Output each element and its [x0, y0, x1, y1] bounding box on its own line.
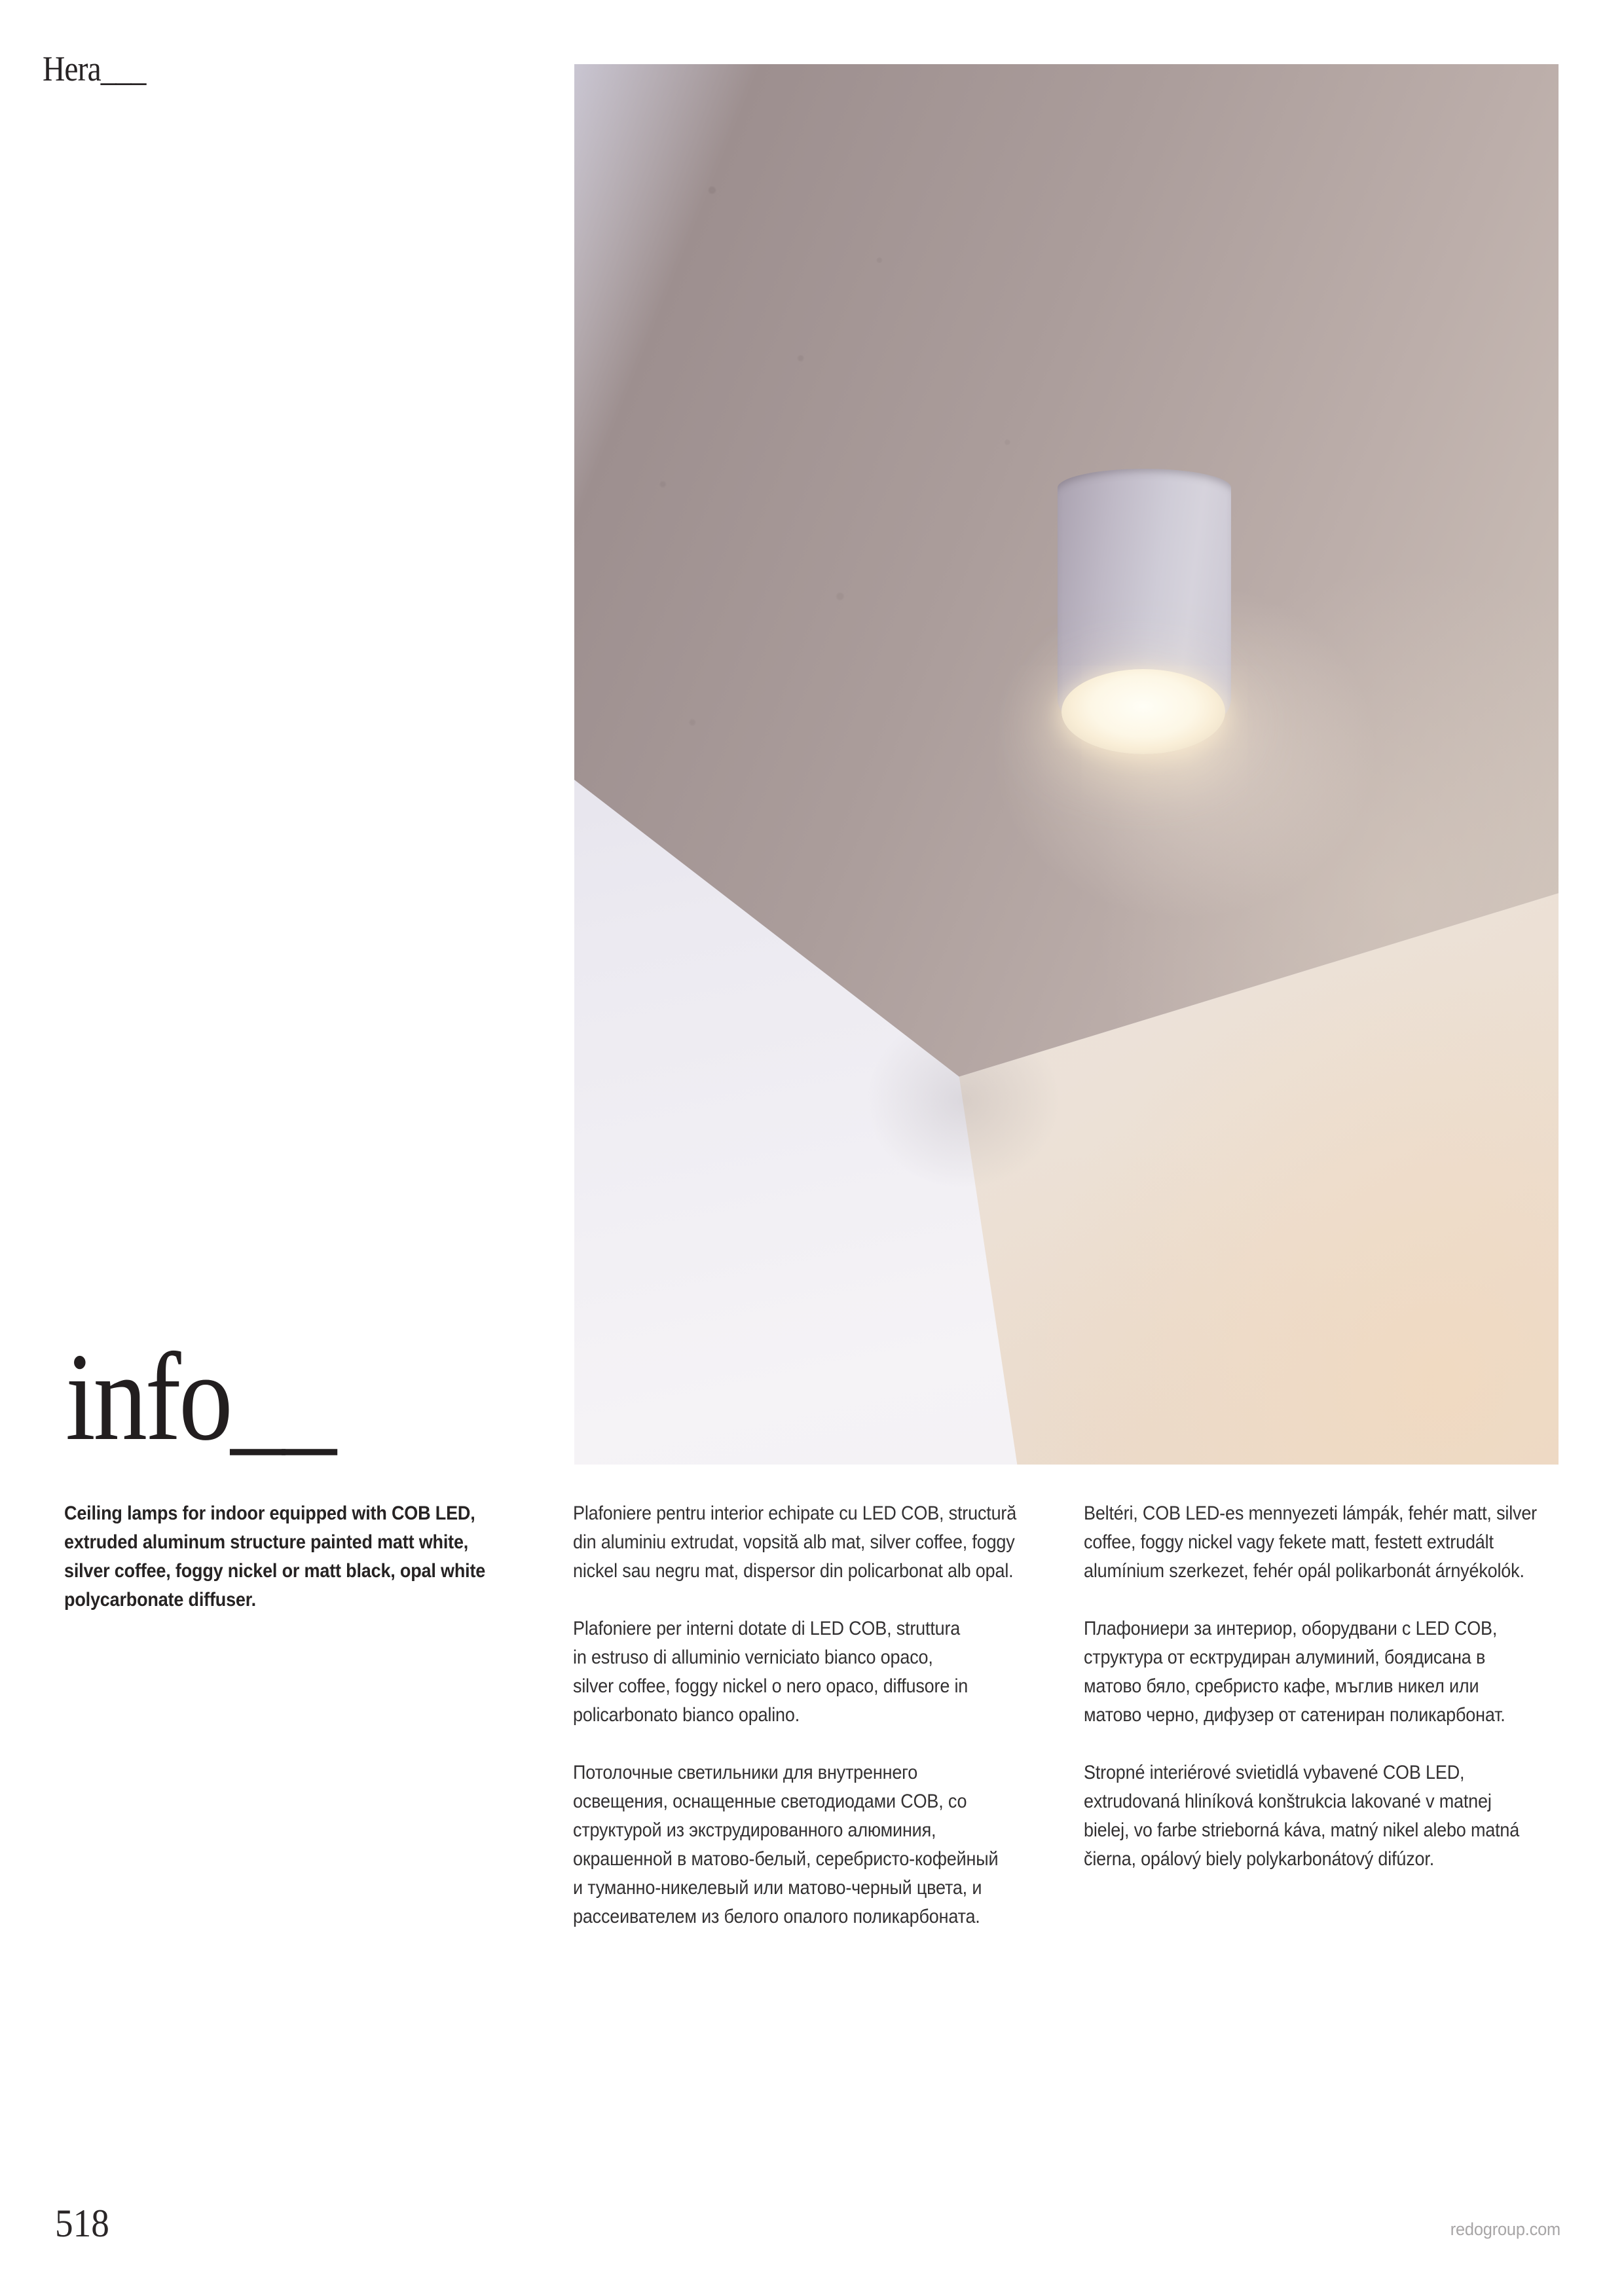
description-line: čierna, opálový biely polykarbonátový difúzor.	[1084, 1848, 1435, 1870]
description-column-english	[64, 1499, 562, 1643]
description-line: Потолочные светильники для внутреннего	[573, 1762, 918, 1783]
description-line: polycarbonate diffuser.	[64, 1589, 256, 1611]
page-number: 518	[55, 2202, 109, 2245]
description-line: освещения, оснащенные светодиодами COB, со	[573, 1791, 967, 1812]
description-paragraph-en	[64, 1499, 562, 1614]
description-line: матово черно, дифузер от сатениран поликарбонат.	[1084, 1704, 1505, 1726]
description-line: policarbonato bianco opalino.	[573, 1704, 800, 1726]
description-line: nickel sau negru mat, dispersor din policarbonat alb opal.	[573, 1560, 1014, 1582]
lamp-diffuser-glow	[1061, 669, 1225, 754]
description-column-ro-it-ru	[573, 1499, 1084, 1960]
description-line: матово бяло, сребристо кафе, мъглив никел или	[1084, 1675, 1479, 1697]
description-paragraph-sk	[1084, 1758, 1608, 1874]
description-line: din aluminiu extrudat, vopsită alb mat, silver coffee, foggy	[573, 1531, 1015, 1553]
description-line: Плафониери за интериор, оборудвани с LED COB,	[1084, 1618, 1498, 1639]
description-line: Plafoniere pentru interior echipate cu LED COB, structură	[573, 1503, 1017, 1524]
description-paragraph-ru	[573, 1758, 1084, 1931]
description-line: Stropné interiérové svietidlá vybavené COB LED,	[1084, 1762, 1465, 1783]
description-line: Beltéri, COB LED-es mennyezeti lámpák, fehér matt, silver	[1084, 1503, 1538, 1524]
description-line: окрашенной в матово-белый, серебристо-кофейный	[573, 1848, 999, 1870]
description-line: extrudovaná hliníková konštrukcia lakované v matnej	[1084, 1791, 1492, 1812]
description-line: alumínium szerkezet, fehér opál polikarbonát árnyékolók.	[1084, 1560, 1524, 1582]
description-paragraph-bg	[1084, 1614, 1608, 1730]
description-line: in estruso di alluminio verniciato bianco opaco,	[573, 1647, 933, 1668]
description-paragraph-it	[573, 1614, 1084, 1730]
description-paragraph-hu	[1084, 1499, 1608, 1586]
description-line: silver coffee, foggy nickel o nero opaco, diffusore in	[573, 1675, 969, 1697]
description-line: рассеивателем из белого опалого поликарбоната.	[573, 1906, 980, 1927]
description-line: bielej, vo farbe strieborná káva, matný nikel alebo matná	[1084, 1819, 1520, 1841]
description-line: Ceiling lamps for indoor equipped with COB LED,	[64, 1503, 475, 1524]
info-heading: info__	[65, 1327, 335, 1467]
product-photo	[574, 64, 1559, 1465]
website-url: redogroup.com	[1450, 2219, 1560, 2239]
description-line: Plafoniere per interni dotate di LED COB, struttura	[573, 1618, 961, 1639]
description-column-hu-bg-sk	[1084, 1499, 1608, 1903]
description-line: coffee, foggy nickel vagy fekete matt, festett extrudált	[1084, 1531, 1494, 1553]
description-line: структурой из экструдированного алюминия,	[573, 1819, 936, 1841]
description-line: структура от есктрудиран алуминий, боядисана в	[1084, 1647, 1486, 1668]
description-line: extruded aluminum structure painted matt white,	[64, 1531, 469, 1553]
ceiling-lamp	[1058, 469, 1231, 742]
description-line: silver coffee, foggy nickel or matt black, opal white	[64, 1560, 486, 1582]
product-title: Hera___	[43, 49, 146, 88]
description-paragraph-ro	[573, 1499, 1084, 1586]
description-line: и туманно-никелевый или матово-черный цвета, и	[573, 1877, 982, 1899]
